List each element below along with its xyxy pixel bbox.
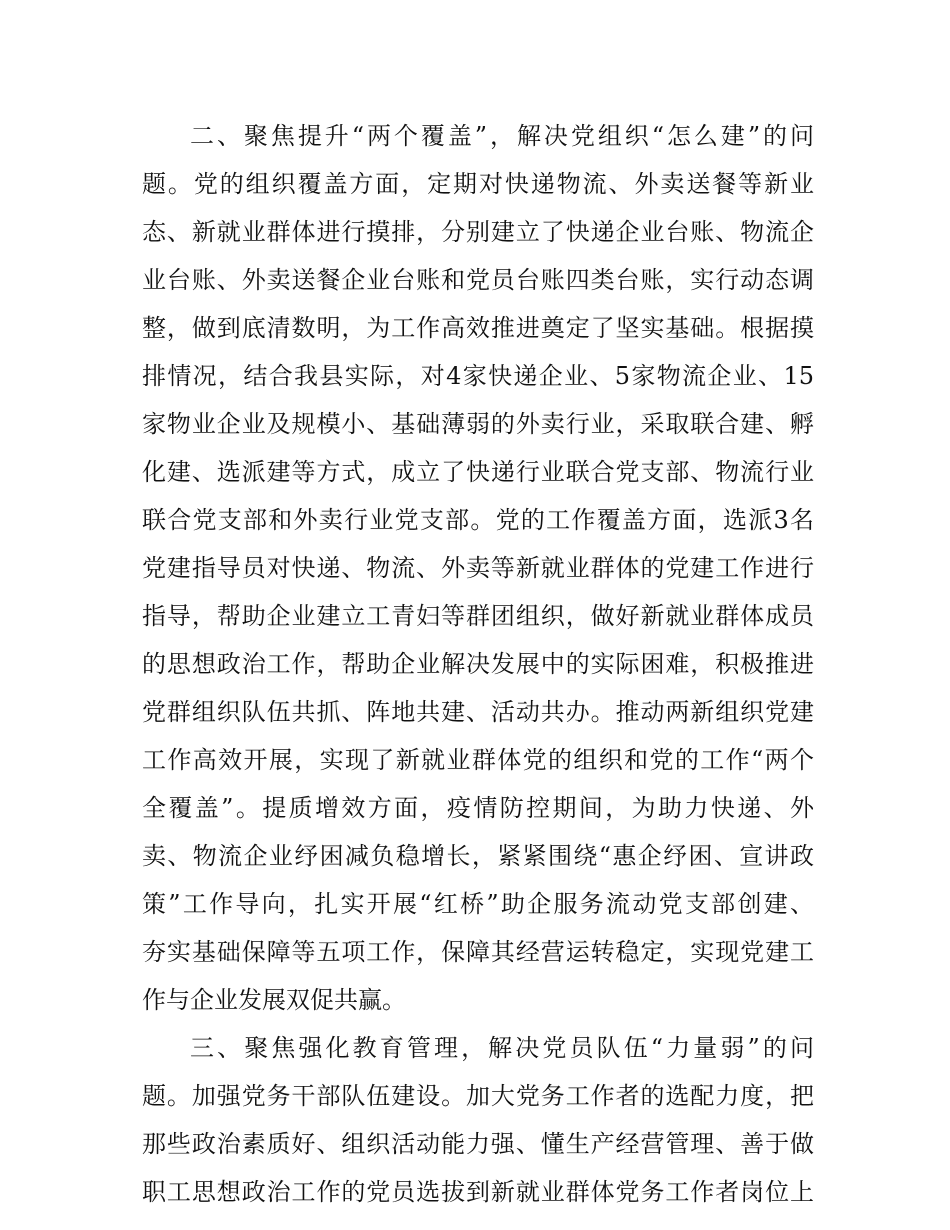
text-line: 那些政治素质好、组织活动能力强、懂生产经营管理、善于做: [142, 1130, 814, 1158]
text-line: 联合党支部和外卖行业党支部。党的工作覆盖方面，选派3名: [142, 506, 814, 534]
text-line: 整，做到底清数明，为工作高效推进奠定了坚实基础。根据摸: [142, 314, 814, 342]
text-line: 策”工作导向，扎实开展“红桥”助企服务流动党支部创建、: [142, 890, 814, 918]
text-line: 态、新就业群体进行摸排，分别建立了快递企业台账、物流企: [142, 218, 814, 246]
text-line: 业台账、外卖送餐企业台账和党员台账四类台账，实行动态调: [142, 266, 814, 294]
text-line: 职工思想政治工作的党员选拔到新就业群体党务工作者岗位上: [142, 1178, 814, 1206]
paragraph-two-coverages: [142, 112, 814, 1024]
text-line: 三、聚焦强化教育管理，解决党员队伍“力量弱”的问: [190, 1034, 814, 1062]
text-line: 工作高效开展，实现了新就业群体党的组织和党的工作“两个: [142, 746, 814, 774]
text-line: 卖、物流企业纾困减负稳增长，紧紧围绕“惠企纾困、宣讲政: [142, 842, 814, 870]
text-line: 二、聚焦提升“两个覆盖”，解决党组织“怎么建”的问: [190, 122, 814, 150]
text-line: 的思想政治工作，帮助企业解决发展中的实际困难，积极推进: [142, 650, 814, 678]
text-line: 作与企业发展双促共赢。: [142, 986, 406, 1014]
text-line: 题。加强党务干部队伍建设。加大党务工作者的选配力度，把: [142, 1082, 814, 1110]
text-line: 夯实基础保障等五项工作，保障其经营运转稳定，实现党建工: [142, 938, 814, 966]
document-body: [142, 112, 814, 1216]
text-line: 化建、选派建等方式，成立了快递行业联合党支部、物流行业: [142, 458, 814, 486]
text-line: 党建指导员对快递、物流、外卖等新就业群体的党建工作进行: [142, 554, 814, 582]
text-line: 全覆盖”。提质增效方面，疫情防控期间，为助力快递、外: [142, 794, 814, 822]
text-line: 排情况，结合我县实际，对4家快递企业、5家物流企业、15: [142, 362, 814, 390]
text-line: 家物业企业及规模小、基础薄弱的外卖行业，采取联合建、孵: [142, 410, 814, 438]
text-line: 题。党的组织覆盖方面，定期对快递物流、外卖送餐等新业: [142, 170, 814, 198]
paragraph-education-management: [142, 1024, 814, 1216]
text-line: 党群组织队伍共抓、阵地共建、活动共办。推动两新组织党建: [142, 698, 814, 726]
text-line: 指导，帮助企业建立工青妇等群团组织，做好新就业群体成员: [142, 602, 814, 630]
